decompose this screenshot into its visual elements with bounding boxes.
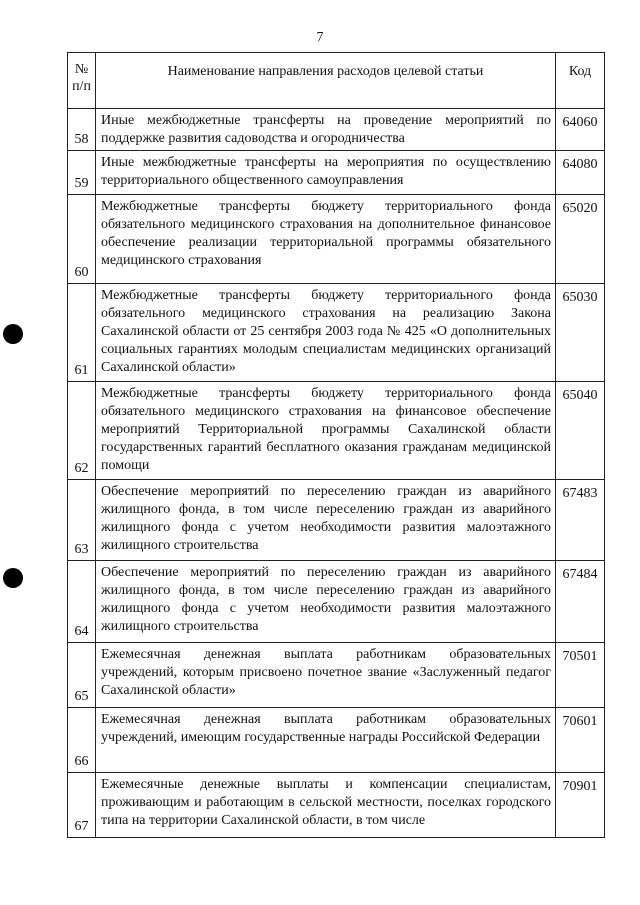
row-name: Иные межбюджетные трансферты на проведение мероприятий по поддержке развития садоводства и огородничества xyxy=(96,109,556,151)
row-code: 67483 xyxy=(556,480,605,561)
row-code: 70901 xyxy=(556,773,605,838)
table-row xyxy=(68,561,605,643)
row-name: Ежемесячная денежная выплата работникам образовательных учреждений, которым присвоено почетное звание «Заслуженный педагог Сахалинской области» xyxy=(96,643,556,708)
row-number: 60 xyxy=(68,195,96,284)
punch-hole-mark xyxy=(3,568,23,588)
row-name: Ежемесячная денежная выплата работникам образовательных учреждений, имеющим государственные награды Российской Федерации xyxy=(96,708,556,773)
row-name: Межбюджетные трансферты бюджету территориального фонда обязательного медицинского страхования на финансовое обеспечение мероприятий Территориальной программы Сахалинской области государственных гарантий бесплатного оказания гражданам медицинской помощи xyxy=(96,382,556,480)
table-row xyxy=(68,109,605,151)
header-code: Код xyxy=(556,53,605,109)
row-code: 64060 xyxy=(556,109,605,151)
row-name: Ежемесячные денежные выплаты и компенсации специалистам, проживающим и работающим в сельской местности, поселках городского типа на территории Сахалинской области, в том числе xyxy=(96,773,556,838)
table-row xyxy=(68,382,605,480)
row-number: 63 xyxy=(68,480,96,561)
row-name: Межбюджетные трансферты бюджету территориального фонда обязательного медицинского страхования на реализацию Закона Сахалинской области от 25 сентября 2003 года № 425 «О дополнительных социальных гарантиях молодым специалистам медицинских организаций Сахалинской области» xyxy=(96,284,556,382)
row-number: 58 xyxy=(68,109,96,151)
header-number: № п/п xyxy=(68,53,96,109)
row-code: 65030 xyxy=(556,284,605,382)
row-code: 67484 xyxy=(556,561,605,643)
row-number: 65 xyxy=(68,643,96,708)
row-code: 64080 xyxy=(556,151,605,195)
table-row xyxy=(68,195,605,284)
row-number: 66 xyxy=(68,708,96,773)
row-name: Обеспечение мероприятий по переселению граждан из аварийного жилищного фонда, в том числе переселению граждан из аварийного жилищного фонда с учетом необходимости развития малоэтажного жилищного строительства xyxy=(96,561,556,643)
row-code: 70501 xyxy=(556,643,605,708)
punch-hole-mark xyxy=(3,324,23,344)
table-header-row xyxy=(68,53,605,109)
header-name: Наименование направления расходов целевой статьи xyxy=(96,53,556,109)
row-name: Обеспечение мероприятий по переселению граждан из аварийного жилищного фонда, в том числе переселению граждан из аварийного жилищного фонда с учетом необходимости развития малоэтажного жилищного строительства xyxy=(96,480,556,561)
row-name: Иные межбюджетные трансферты на мероприятия по осуществлению территориального общественного самоуправления xyxy=(96,151,556,195)
row-number: 61 xyxy=(68,284,96,382)
table-row xyxy=(68,708,605,773)
row-number: 64 xyxy=(68,561,96,643)
table-row xyxy=(68,480,605,561)
page-number: 7 xyxy=(316,30,324,45)
row-number: 62 xyxy=(68,382,96,480)
table-row xyxy=(68,151,605,195)
expense-directions-table xyxy=(67,52,605,838)
row-code: 65040 xyxy=(556,382,605,480)
row-name: Межбюджетные трансферты бюджету территориального фонда обязательного медицинского страхования на дополнительное финансовое обеспечение реализации территориальной программы обязательного медицинского страхования xyxy=(96,195,556,284)
table-row xyxy=(68,773,605,838)
row-code: 65020 xyxy=(556,195,605,284)
row-number: 59 xyxy=(68,151,96,195)
row-number: 67 xyxy=(68,773,96,838)
table-row xyxy=(68,284,605,382)
table-row xyxy=(68,643,605,708)
row-code: 70601 xyxy=(556,708,605,773)
